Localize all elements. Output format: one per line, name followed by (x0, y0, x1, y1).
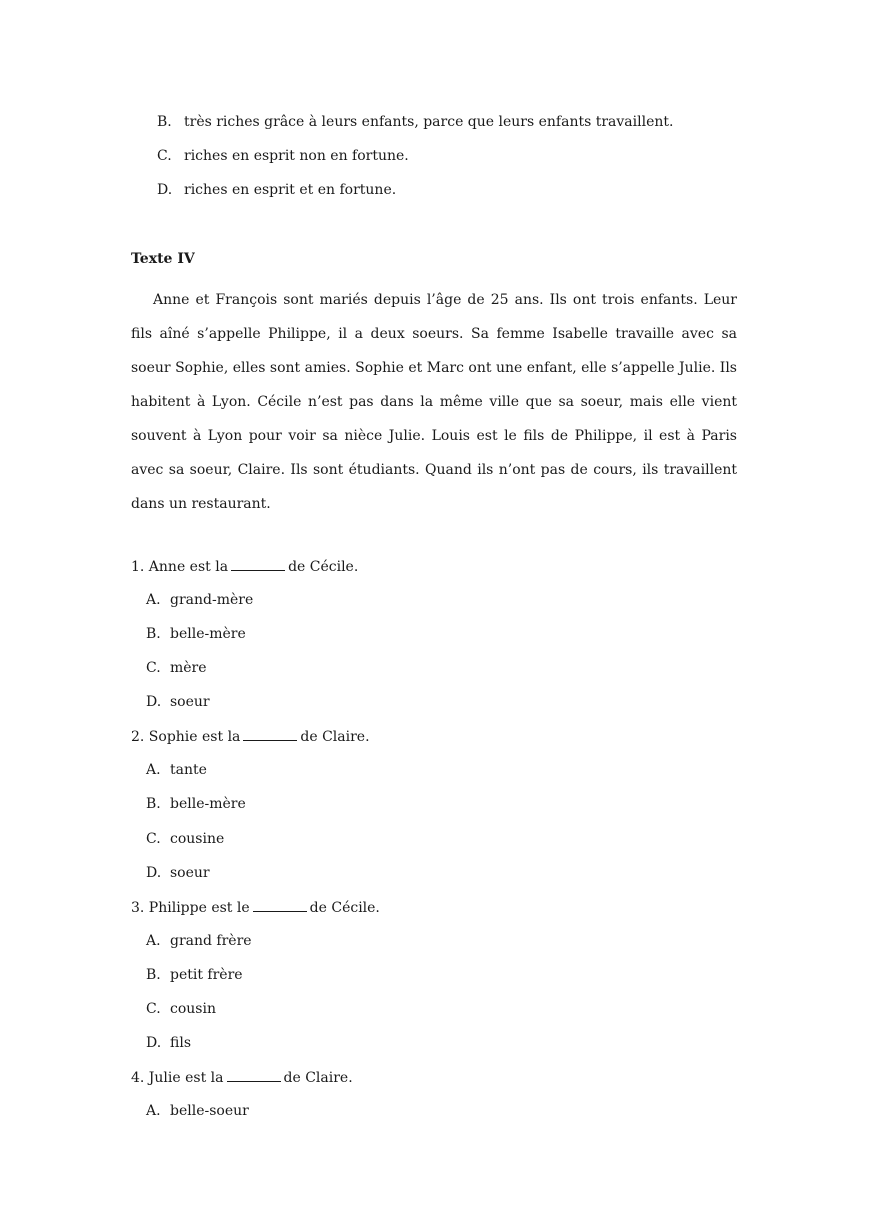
answer-blank (227, 1067, 281, 1082)
question-stem-end: de Cécile. (288, 559, 359, 575)
question-1-option-a (146, 590, 253, 610)
question-3-option-a (146, 931, 252, 951)
option-letter: B. (146, 626, 161, 642)
answer-blank (253, 897, 307, 912)
option-letter: A. (146, 1103, 161, 1119)
option-text: soeur (170, 694, 210, 710)
question-3 (131, 897, 380, 918)
question-3-option-c (146, 999, 216, 1019)
answer-blank (231, 556, 285, 571)
option-letter: A. (146, 762, 161, 778)
option-text: mère (170, 660, 207, 676)
question-3-option-b (146, 965, 243, 985)
previous-option-d (157, 180, 396, 200)
answer-blank (243, 726, 297, 741)
option-letter: C. (157, 148, 172, 164)
option-letter: C. (146, 1001, 161, 1017)
option-letter: D. (146, 1035, 162, 1051)
question-1-option-c (146, 658, 207, 678)
option-text: riches en esprit non en fortune. (184, 148, 409, 164)
section-title: Texte IV (131, 251, 195, 267)
option-text: tante (170, 762, 207, 778)
question-4 (131, 1067, 353, 1088)
option-text: fils (170, 1035, 191, 1051)
option-text: riches en esprit et en fortune. (184, 182, 397, 198)
question-stem-end: de Claire. (300, 729, 370, 745)
option-letter: C. (146, 831, 161, 847)
question-2-option-d (146, 863, 210, 883)
option-text: belle-mère (170, 626, 246, 642)
question-2-option-b (146, 794, 246, 814)
option-letter: B. (146, 796, 161, 812)
previous-option-c (157, 146, 409, 166)
option-text: très riches grâce à leurs enfants, parce que leurs enfants travaillent. (184, 114, 674, 130)
option-letter: A. (146, 592, 161, 608)
option-letter: C. (146, 660, 161, 676)
question-stem-end: de Claire. (283, 1070, 353, 1086)
question-3-option-d (146, 1033, 191, 1053)
question-2 (131, 726, 370, 747)
option-letter: D. (146, 865, 162, 881)
option-text: belle-mère (170, 796, 246, 812)
option-text: grand frère (170, 933, 252, 949)
option-text: belle-soeur (170, 1103, 249, 1119)
previous-option-b (157, 112, 673, 132)
question-2-option-a (146, 760, 207, 780)
question-1-option-d (146, 692, 210, 712)
question-4-option-a (146, 1101, 249, 1121)
option-text: soeur (170, 865, 210, 881)
question-stem-start: 4. Julie est la (131, 1070, 224, 1086)
question-stem-end: de Cécile. (309, 900, 380, 916)
reading-passage: Anne et François sont mariés depuis l’âge de 25 ans. Ils ont trois enfants. Leur fils aîné s’appelle Philippe, il a deux soeurs. Sa femme Isabelle travaille avec sa soeur Sophie, elles sont amies. Sophie et Marc ont une enfant, elle s’appelle Julie. Ils habitent à Lyon. Cécile n’est pas dans la même ville que sa soeur, mais elle vient souvent à Lyon pour voir sa nièce Julie. Louis est le fils de Philippe, il est à Paris avec sa soeur, Claire. Ils sont étudiants. Quand ils n’ont pas de cours, ils travaillent dans un restaurant. (131, 292, 737, 512)
option-letter: D. (146, 694, 162, 710)
option-letter: A. (146, 933, 161, 949)
option-text: grand-mère (170, 592, 254, 608)
question-2-option-c (146, 829, 224, 849)
question-stem-start: 3. Philippe est le (131, 900, 250, 916)
question-stem-start: 2. Sophie est la (131, 729, 241, 745)
option-letter: B. (157, 114, 172, 130)
option-letter: B. (146, 967, 161, 983)
question-1 (131, 556, 358, 577)
question-stem-start: 1. Anne est la (131, 559, 229, 575)
option-text: cousine (170, 831, 225, 847)
question-1-option-b (146, 624, 246, 644)
option-text: cousin (170, 1001, 216, 1017)
option-letter: D. (157, 182, 173, 198)
option-text: petit frère (170, 967, 243, 983)
